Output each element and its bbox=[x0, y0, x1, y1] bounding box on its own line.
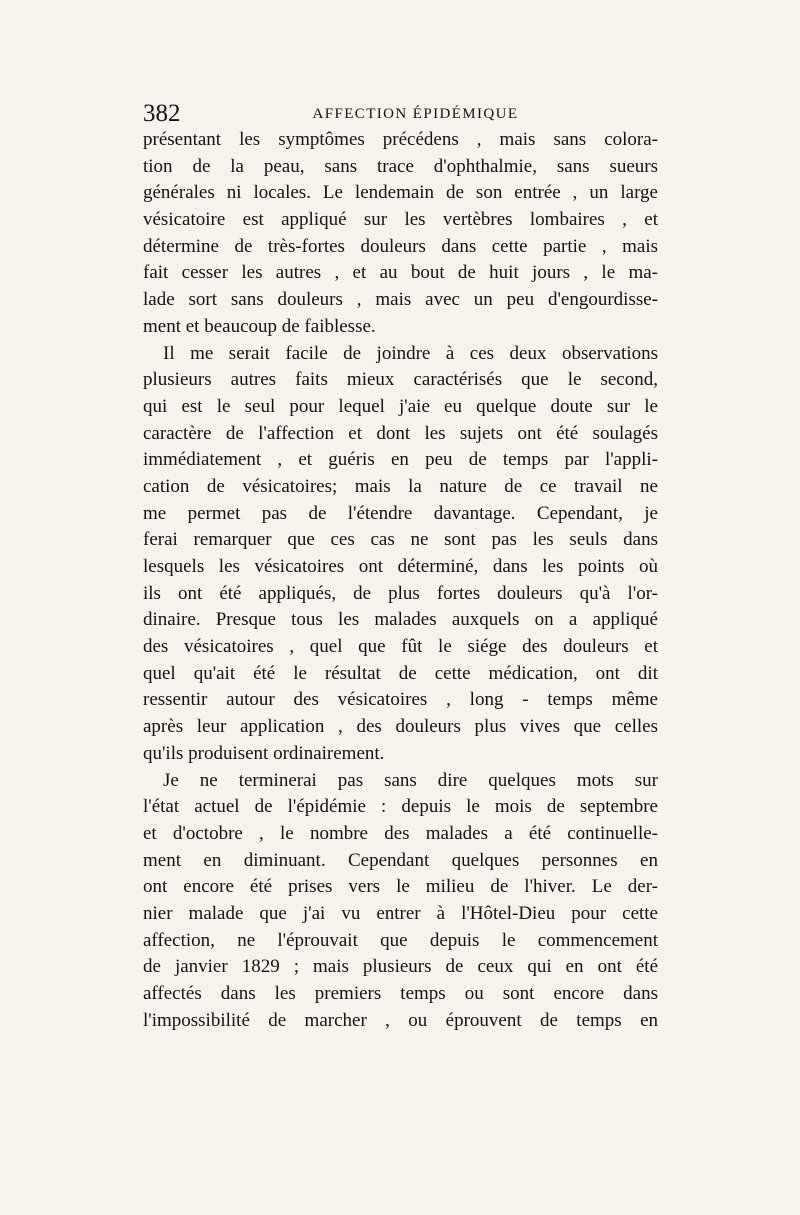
text-line: des vésicatoires , quel que fût le siége des douleurs et bbox=[143, 636, 658, 658]
text-line: caractère de l'affection et dont les sujets ont été soulagés bbox=[143, 422, 658, 444]
running-head: AFFECTION ÉPIDÉMIQUE bbox=[312, 106, 519, 122]
text-line: Je ne terminerai pas sans dire quelques mots sur bbox=[163, 769, 658, 791]
page-header bbox=[143, 100, 658, 128]
text-line: affectés dans les premiers temps ou sont encore dans bbox=[143, 983, 658, 1004]
text-line: ferai remarquer que ces cas ne sont pas les seuls dans bbox=[143, 529, 658, 551]
text-line: ont encore été prises vers le milieu de l'hiver. Le der- bbox=[143, 876, 658, 898]
text-line: qui est le seul pour lequel j'aie eu quelque doute sur le bbox=[143, 395, 658, 417]
text-line: fait cesser les autres , et au bout de huit jours , le ma- bbox=[143, 262, 658, 284]
text-line: tion de la peau, sans trace d'ophthalmie, sans sueurs bbox=[143, 155, 658, 177]
text-line: affection, ne l'éprouvait que depuis le commencement bbox=[143, 929, 658, 951]
text-line: cation de vésicatoires; mais la nature de ce travail ne bbox=[143, 475, 658, 497]
text-line: ment et beaucoup de faiblesse. bbox=[143, 315, 376, 337]
text-line: Il me serait facile de joindre à ces deux observations bbox=[163, 342, 658, 364]
text-line: quel qu'ait été le résultat de cette médication, ont dit bbox=[143, 662, 658, 684]
text-line: l'impossibilité de marcher , ou éprouvent de temps en bbox=[143, 1009, 658, 1031]
text-line: immédiatement , et guéris en peu de temps par l'appli- bbox=[143, 449, 658, 471]
text-line: lade sort sans douleurs , mais avec un peu d'engourdisse- bbox=[143, 289, 658, 311]
text-line: vésicatoire est appliqué sur les vertèbres lombaires , et bbox=[143, 209, 658, 231]
body-text bbox=[143, 127, 658, 1034]
text-line: ressentir autour des vésicatoires , long - temps même bbox=[143, 689, 658, 711]
text-line: générales ni locales. Le lendemain de son entrée , un large bbox=[143, 182, 658, 204]
text-line: nier malade que j'ai vu entrer à l'Hôtel-Dieu pour cette bbox=[143, 902, 658, 924]
text-line: dinaire. Presque tous les malades auxquels on a appliqué bbox=[143, 609, 658, 631]
text-line: détermine de très-fortes douleurs dans cette partie , mais bbox=[143, 235, 658, 257]
text-line: de janvier 1829 ; mais plusieurs de ceux qui en ont été bbox=[143, 956, 658, 978]
text-line: me permet pas de l'étendre davantage. Cependant, je bbox=[143, 502, 658, 524]
text-line: qu'ils produisent ordinairement. bbox=[143, 742, 385, 764]
text-line: après leur application , des douleurs plus vives que celles bbox=[143, 716, 658, 738]
text-line: présentant les symptômes précédens , mais sans colora- bbox=[143, 129, 658, 150]
page-number: 382 bbox=[143, 100, 181, 127]
text-line: ment en diminuant. Cependant quelques personnes en bbox=[143, 849, 658, 871]
text-line: plusieurs autres faits mieux caractérisés que le second, bbox=[143, 369, 658, 391]
text-line: l'état actuel de l'épidémie : depuis le mois de septembre bbox=[143, 796, 658, 818]
text-line: ils ont été appliqués, de plus fortes douleurs qu'à l'or- bbox=[143, 582, 658, 604]
text-line: et d'octobre , le nombre des malades a été continuelle- bbox=[143, 822, 658, 844]
text-line: lesquels les vésicatoires ont déterminé, dans les points où bbox=[143, 556, 658, 577]
